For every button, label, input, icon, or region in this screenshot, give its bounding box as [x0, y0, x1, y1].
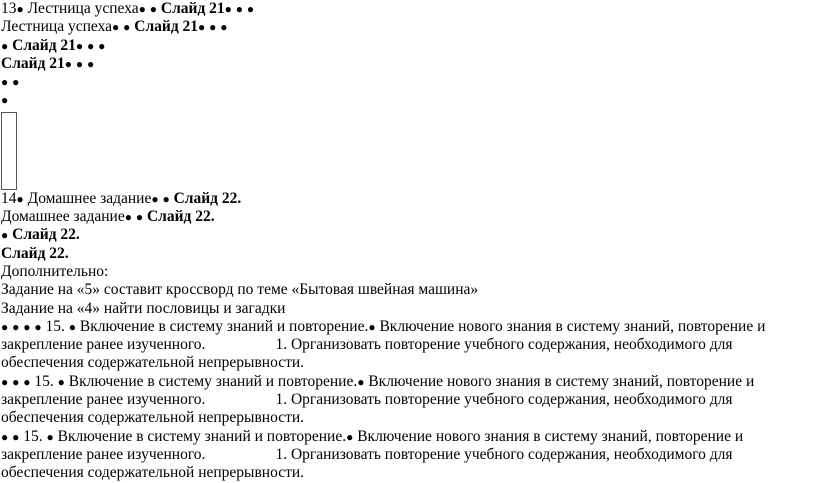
slide-ref: Слайд 22. — [1, 244, 69, 262]
empty-image-frame — [1, 112, 17, 190]
slide-ref: Слайд 21 — [160, 0, 225, 17]
step-task: 1. Организовать повторение учебного содержания, необходимого для обеспечения содержательной непрерывности. — [1, 336, 733, 372]
bullet-icon: ● — [1, 429, 9, 444]
bullet-icon: ● — [23, 319, 31, 334]
line-14 — [1, 190, 816, 208]
line-slide-22-a — [1, 226, 816, 244]
item-title: Домашнее задание — [1, 208, 125, 226]
step-number: 15. — [45, 317, 69, 335]
bullet-icon: ● — [46, 429, 54, 444]
bullet-icon: ● — [12, 75, 20, 90]
bullet-icon: ● — [16, 191, 24, 206]
slide-ref: Слайд 22. — [12, 226, 80, 244]
line-13 — [1, 0, 816, 18]
block-15-c — [1, 428, 791, 483]
slide-ref: Слайд 22. — [146, 208, 215, 226]
step-number: 15. — [23, 427, 47, 445]
slide-ref: Слайд 21 — [12, 36, 76, 54]
bullet-icon: ● — [23, 374, 31, 389]
step-goal: Включение нового знания в систему знаний, повторение и закрепление ранее изученного. — [1, 372, 755, 409]
bullet-icon: ● — [1, 75, 9, 90]
bullet-icon: ● — [198, 20, 206, 35]
step-title: Включение в систему знаний и повторение. — [57, 427, 347, 445]
item-title: Домашнее задание — [27, 189, 152, 207]
bullet-icon: ● — [235, 2, 244, 16]
bullet-icon: ● — [357, 374, 365, 389]
bullet-icon: ● — [162, 191, 170, 206]
line-slide-21-a — [1, 37, 816, 55]
bullet-icon: ● — [209, 20, 217, 35]
bullet-icon: ● — [75, 56, 84, 71]
bullet-icon: ● — [1, 93, 9, 108]
line-bullets-pair — [1, 73, 816, 91]
line-bullet-single — [1, 91, 816, 109]
bullet-icon: ● — [1, 319, 9, 334]
slide-ref: Слайд 22. — [173, 189, 242, 207]
bullet-icon: ● — [368, 319, 376, 334]
slide-ref: Слайд 21 — [1, 54, 65, 72]
step-title: Включение в систему знаний и повторение. — [68, 372, 358, 390]
bullet-icon: ● — [12, 429, 20, 444]
step-title: Включение в систему знаний и повторение. — [79, 317, 369, 335]
bullet-icon: ● — [12, 374, 20, 389]
item-title: Лестница успеха — [27, 0, 139, 17]
slide-ref: Слайд 21 — [134, 18, 199, 36]
bullet-icon: ● — [149, 2, 157, 16]
item-number: 14 — [1, 189, 17, 207]
bullet-icon: ● — [220, 20, 228, 35]
bullet-icon: ● — [1, 228, 9, 243]
bullet-icon: ● — [135, 210, 144, 225]
bullet-icon: ● — [138, 2, 146, 16]
bullet-icon: ● — [246, 2, 255, 16]
bullet-icon: ● — [1, 38, 9, 53]
bullet-icon: ● — [98, 38, 106, 53]
bullet-icon: ● — [346, 429, 354, 444]
line-14-repeat — [1, 208, 816, 226]
bullet-icon: ● — [87, 56, 95, 71]
step-number: 15. — [34, 372, 58, 390]
block-15-a — [1, 318, 791, 373]
bullet-icon: ● — [224, 2, 232, 16]
step-task: 1. Организовать повторение учебного содержания, необходимого для обеспечения содержательной непрерывности. — [1, 445, 733, 482]
bullet-icon: ● — [1, 374, 9, 389]
step-goal: Включение нового знания в систему знаний, повторение и закрепление ранее изученного. — [1, 317, 766, 354]
step-goal: Включение нового знания в систему знаний, повторение и закрепление ранее изученного. — [1, 427, 744, 463]
bullet-icon: ● — [64, 56, 73, 71]
bullet-icon: ● — [124, 210, 132, 225]
line-task-5: Задание на «5» составит кроссворд по теме «Бытовая швейная машина» — [1, 281, 479, 299]
block-15-b — [1, 373, 791, 428]
line-additional: Дополнительно: — [1, 262, 109, 280]
bullet-icon: ● — [12, 319, 20, 334]
bullet-icon: ● — [57, 374, 65, 389]
line-slide-21-b — [1, 55, 816, 73]
bullet-icon: ● — [75, 38, 84, 53]
line-task-4: Задание на «4» найти пословицы и загадки — [1, 299, 286, 317]
item-title: Лестница успеха — [1, 18, 112, 36]
bullet-icon: ● — [34, 319, 42, 334]
bullet-icon: ● — [123, 20, 131, 35]
bullet-icon: ● — [151, 191, 159, 206]
bullet-icon: ● — [112, 20, 120, 35]
step-task: 1. Организовать повторение учебного содержания, необходимого для обеспечения содержательной непрерывности. — [1, 391, 733, 427]
line-13-repeat — [1, 18, 816, 36]
item-number: 13 — [1, 0, 17, 17]
bullet-icon: ● — [68, 319, 76, 334]
bullet-icon: ● — [16, 2, 24, 16]
line-slide-22-b — [1, 245, 816, 263]
bullet-icon: ● — [87, 38, 95, 53]
